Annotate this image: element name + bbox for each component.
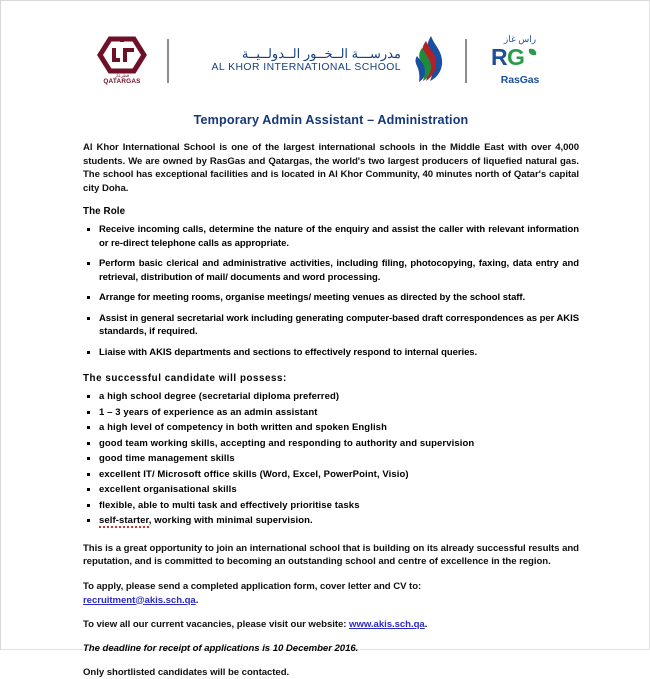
school-name-arabic: مدرســـة الــخــور الــدولــيــة [241, 46, 401, 62]
list-item: excellent organisational skills [83, 483, 579, 496]
school-wordmark [183, 47, 401, 74]
shortlist-text: Only shortlisted candidates will be contacted. [83, 666, 290, 678]
logo-divider-2 [465, 39, 467, 83]
qatargas-wordmark: QATARGAS [103, 78, 141, 86]
list-item: 1 – 3 years of experience as an admin assistant [83, 406, 579, 419]
logo-block [91, 34, 559, 89]
website-link[interactable]: www.akis.sch.qa [349, 619, 425, 631]
intro-paragraph: Al Khor International School is one of the largest international schools in the Middle East with over 4,000 students. We are owned by RasGas and Qatargas, the world's two largest producers of liquefied natural gas. The school has exceptional facilities and is located in Al Khor Community, 40 minutes north of Qatar's capital city Doha. [83, 142, 579, 194]
apply-email-suffix: . [195, 594, 199, 606]
school-name-english: AL KHOR INTERNATIONAL SCHOOL [211, 62, 401, 74]
svg-text:R: R [491, 44, 508, 71]
list-item: flexible, able to multi task and effectively prioritise tasks [83, 499, 579, 512]
list-item: Arrange for meeting rooms, organise meetings/ meeting venues as directed by the school staff. [83, 291, 579, 304]
list-item: excellent IT/ Microsoft office skills (Word, Excel, PowerPoint, Visio) [83, 468, 579, 481]
document-content [1, 113, 649, 679]
candidate-list [83, 390, 579, 527]
candidate-heading: The successful candidate will possess: [83, 373, 287, 385]
list-item: a high school degree (secretarial diploma preferred) [83, 390, 579, 403]
list-item: good team working skills, accepting and responding to authority and supervision [83, 437, 579, 450]
qatargas-arabic: قطرغاز [114, 72, 130, 78]
list-item: a high level of competency in both written and spoken English [83, 421, 579, 434]
apply-paragraph [83, 580, 579, 607]
logo-divider-1 [167, 39, 169, 83]
rasgas-logo [481, 35, 559, 87]
document-canvas [1, 1, 649, 678]
list-item-self-starter [83, 514, 579, 527]
misspelled-word: self-starter [99, 515, 149, 527]
vacancies-text: To view all our current vacancies, please visit our website: [83, 619, 350, 631]
apply-text: To apply, please send a completed application form, cover letter and CV to: [83, 580, 422, 592]
document-header [1, 1, 649, 95]
opportunity-paragraph: This is a great opportunity to join an international school that is building on its already successful results and reputation, and is committed to becoming an outstanding school and centre of excellence in the region. [83, 542, 579, 568]
list-item: good time management skills [83, 452, 579, 465]
rasgas-rg-icon [491, 45, 549, 74]
school-flame-icon [401, 34, 451, 89]
vacancies-suffix: . [424, 619, 428, 631]
list-item: Receive incoming calls, determine the nature of the enquiry and assist the caller with relevant information or re-direct telephone calls as appropriate. [83, 223, 579, 250]
qatargas-logo [91, 37, 153, 86]
vacancies-paragraph [83, 618, 579, 632]
list-item: Perform basic clerical and administrative activities, including filing, photocopying, faxing, data entry and retrieval, distribution of mail/ documents and word processing. [83, 257, 579, 284]
role-list [83, 223, 579, 359]
rasgas-wordmark: RasGas [500, 74, 540, 87]
list-item: Liaise with AKIS departments and sections to effectively respond to internal queries. [83, 346, 579, 359]
page-title: Temporary Admin Assistant – Administration [193, 113, 469, 127]
rasgas-arabic: راس غاز [503, 34, 537, 45]
list-item: Assist in general secretarial work including generating computer-based draft correspondences as per AKIS standards, if required. [83, 312, 579, 339]
role-heading: The Role [83, 206, 126, 218]
qatargas-hexagon-icon [99, 37, 145, 73]
list-item-text: , working with minimal supervision. [148, 515, 313, 527]
closing-section [83, 542, 579, 679]
svg-text:G: G [507, 44, 525, 71]
deadline-text: The deadline for receipt of applications is 10 December 2016. [83, 642, 359, 654]
apply-email-link[interactable]: recruitment@akis.sch.qa [83, 594, 196, 606]
